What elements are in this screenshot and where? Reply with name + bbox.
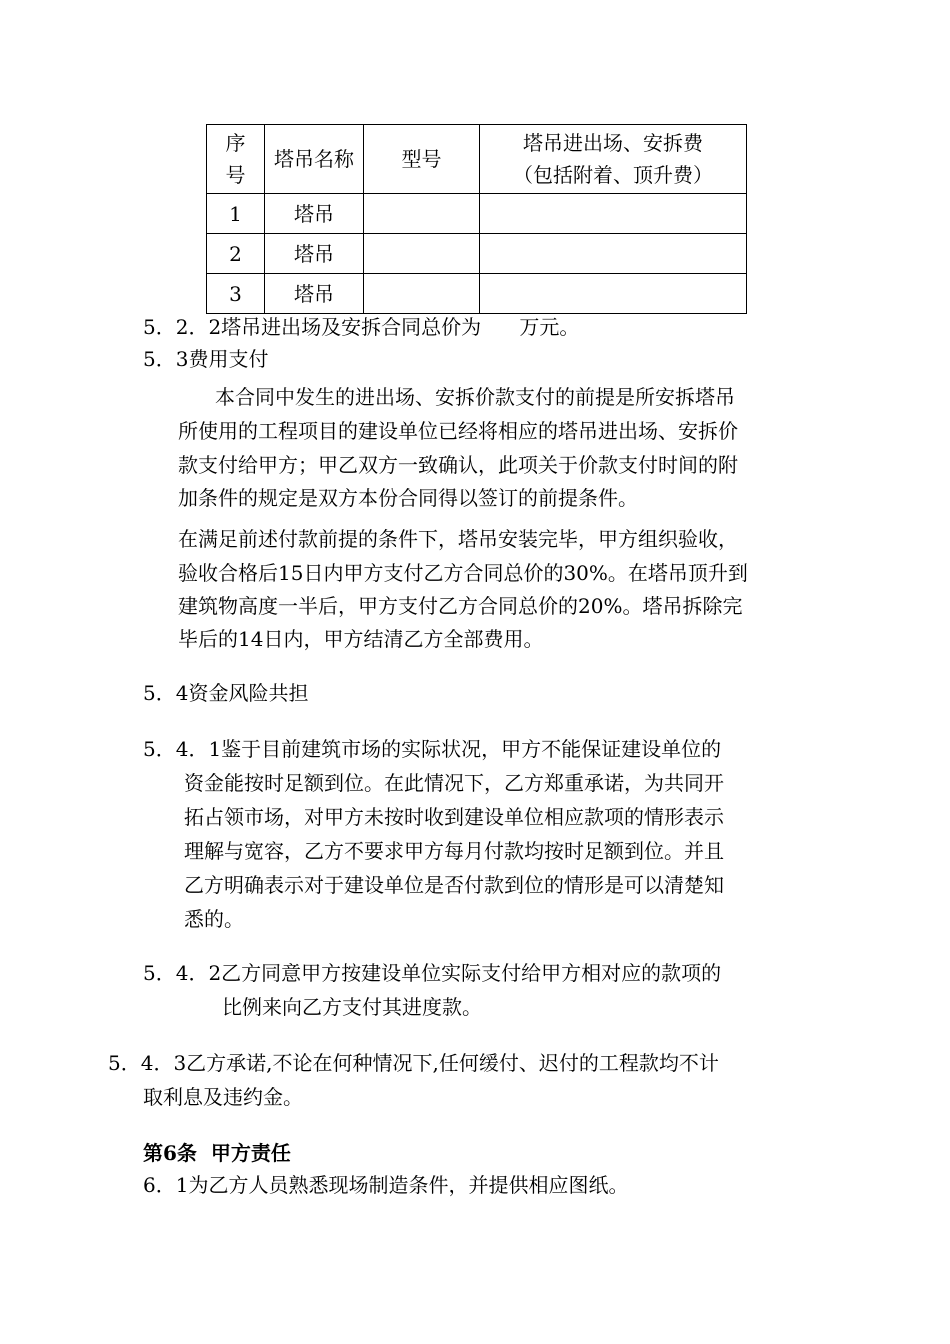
table-header-row <box>207 125 747 194</box>
clause-5-3-p1-line1: 本合同中发生的进出场、安拆价款支付的前提是所安拆塔吊 <box>215 385 735 409</box>
clause-5-3-p2-line3: 建筑物高度一半后，甲方支付乙方合同总价的20%。塔吊拆除完 <box>178 594 743 618</box>
clause-6-1: 6．1为乙方人员熟悉现场制造条件，并提供相应图纸。 <box>143 1173 629 1197</box>
clause-5-3-p1-line2: 所使用的工程项目的建设单位已经将相应的塔吊进出场、安拆价 <box>178 419 738 443</box>
clause-5-4-3-line2: 取利息及违约金。 <box>143 1085 303 1109</box>
cell-model <box>364 234 480 274</box>
cell-model <box>364 194 480 234</box>
header-seq-line1: 序 <box>225 131 246 155</box>
cell-seq: 1 <box>207 194 265 234</box>
header-seq-line2: 号 <box>225 163 246 187</box>
header-model: 型号 <box>364 125 480 194</box>
clause-5-3-p2-line1: 在满足前述付款前提的条件下，塔吊安装完毕，甲方组织验收， <box>178 527 738 551</box>
clause-5-4-1-line2: 资金能按时足额到位。在此情况下，乙方郑重承诺，为共同开 <box>184 771 724 795</box>
clause-5-4-1-line6: 悉的。 <box>184 907 244 931</box>
cell-fee <box>480 274 747 314</box>
clause-5-3-p2-line4: 毕后的14日内，甲方结清乙方全部费用。 <box>178 627 544 651</box>
cell-fee <box>480 234 747 274</box>
cell-seq: 2 <box>207 234 265 274</box>
table-row <box>207 194 747 234</box>
header-name: 塔吊名称 <box>265 125 364 194</box>
table-row <box>207 274 747 314</box>
clause-5-4-title: 5．4资金风险共担 <box>143 681 309 705</box>
cell-seq: 3 <box>207 274 265 314</box>
clause-5-2-2: 5．2．2塔吊进出场及安拆合同总价为 万元。 <box>143 315 580 339</box>
cell-name: 塔吊 <box>265 234 364 274</box>
header-fee <box>480 125 747 194</box>
clause-5-4-1-line3: 拓占领市场，对甲方未按时收到建设单位相应款项的情形表示 <box>184 805 724 829</box>
clause-5-4-1-line1: 5．4．1鉴于目前建筑市场的实际状况，甲方不能保证建设单位的 <box>143 737 722 761</box>
cell-name: 塔吊 <box>265 274 364 314</box>
clause-5-4-2-line2: 比例来向乙方支付其进度款。 <box>222 995 482 1019</box>
cell-name: 塔吊 <box>265 194 364 234</box>
clause-5-4-2-line1: 5．4．2乙方同意甲方按建设单位实际支付给甲方相对应的款项的 <box>143 961 722 985</box>
header-fee-line2: （包括附着、顶升费） <box>513 163 713 187</box>
header-seq <box>207 125 265 194</box>
table-row <box>207 234 747 274</box>
cell-fee <box>480 194 747 234</box>
clause-5-3-title: 5．3费用支付 <box>143 347 269 371</box>
crane-fee-table <box>206 124 747 314</box>
clause-5-3-p1-line4: 加条件的规定是双方本份合同得以签订的前提条件。 <box>178 486 638 510</box>
clause-5-3-p1-line3: 款支付给甲方；甲乙双方一致确认，此项关于价款支付时间的附 <box>178 453 738 477</box>
clause-5-3-p2-line2: 验收合格后15日内甲方支付乙方合同总价的30%。在塔吊顶升到 <box>178 561 748 585</box>
cell-model <box>364 274 480 314</box>
header-fee-line1: 塔吊进出场、安拆费 <box>523 131 703 155</box>
article-6-title: 第6条 甲方责任 <box>143 1141 291 1165</box>
clause-5-4-1-line4: 理解与宽容，乙方不要求甲方每月付款均按时足额到位。并且 <box>184 839 724 863</box>
clause-5-4-1-line5: 乙方明确表示对于建设单位是否付款到位的情形是可以清楚知 <box>184 873 724 897</box>
clause-5-4-3-line1: 5．4．3乙方承诺,不论在何种情况下,任何缓付、迟付的工程款均不计 <box>108 1051 719 1075</box>
